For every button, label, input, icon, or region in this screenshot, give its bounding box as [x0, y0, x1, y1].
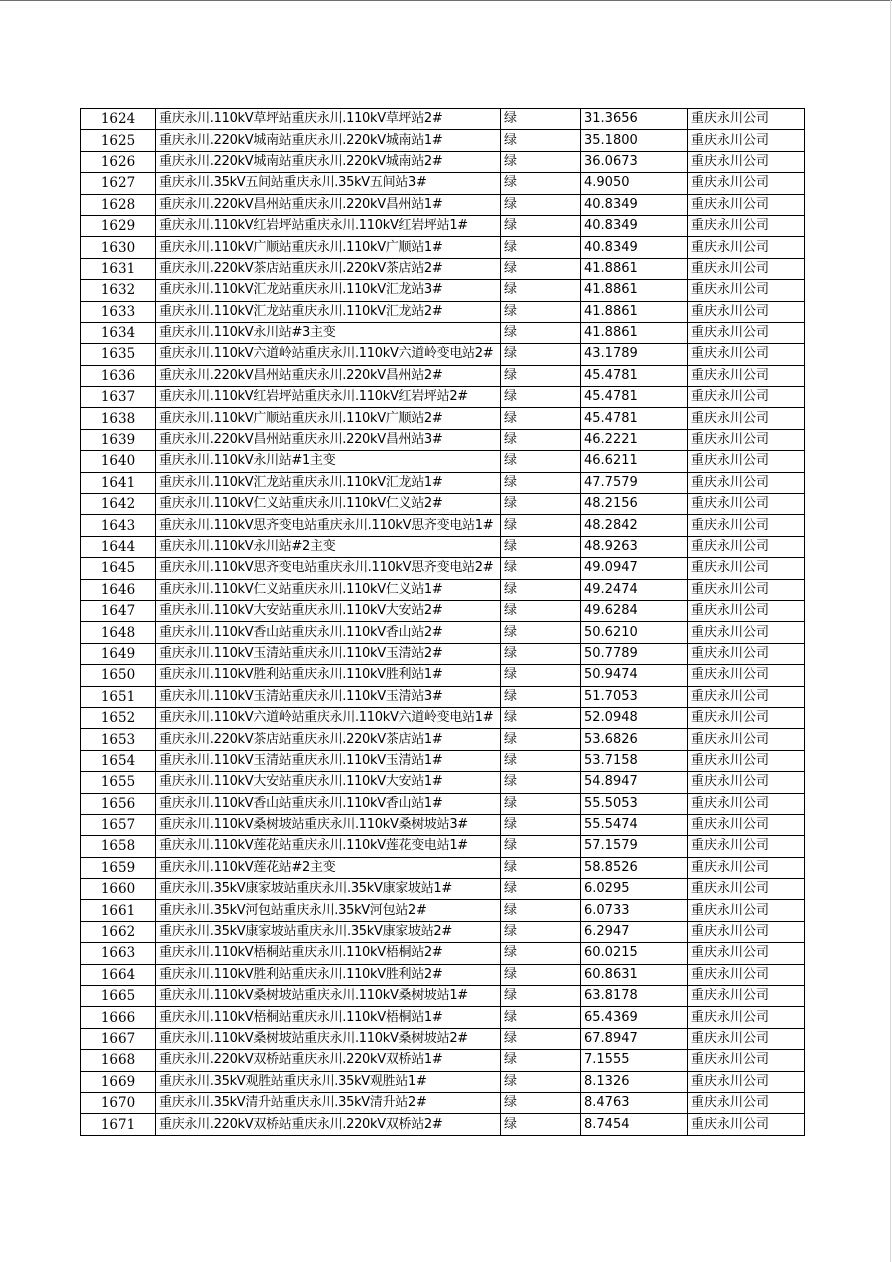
value-cell: 40.8349 — [581, 237, 688, 258]
status-color-cell: 绿 — [501, 387, 581, 408]
page-right-edge — [890, 0, 891, 1262]
status-color-cell: 绿 — [501, 194, 581, 215]
value-cell: 65.4369 — [581, 1007, 688, 1028]
status-color-cell: 绿 — [501, 1007, 581, 1028]
station-name-cell: 重庆永川.110kV红岩坪站重庆永川.110kV红岩坪站2# — [156, 387, 501, 408]
company-cell: 重庆永川公司 — [688, 1007, 805, 1028]
table-row — [81, 258, 805, 279]
status-color-cell: 绿 — [501, 707, 581, 728]
table-row — [81, 665, 805, 686]
table-row — [81, 237, 805, 258]
row-number-cell: 1670 — [81, 1092, 156, 1113]
table-row — [81, 1050, 805, 1071]
status-color-cell: 绿 — [501, 280, 581, 301]
company-cell: 重庆永川公司 — [688, 707, 805, 728]
company-cell: 重庆永川公司 — [688, 173, 805, 194]
row-number-cell: 1662 — [81, 921, 156, 942]
station-name-cell: 重庆永川.110kV大安站重庆永川.110kV大安站2# — [156, 600, 501, 621]
station-name-cell: 重庆永川.110kV玉清站重庆永川.110kV玉清站2# — [156, 643, 501, 664]
station-name-cell: 重庆永川.35kV康家坡站重庆永川.35kV康家坡站2# — [156, 921, 501, 942]
row-number-cell: 1669 — [81, 1071, 156, 1092]
value-cell: 55.5474 — [581, 814, 688, 835]
company-cell: 重庆永川公司 — [688, 472, 805, 493]
row-number-cell: 1650 — [81, 665, 156, 686]
station-name-cell: 重庆永川.110kV莲花站#2主变 — [156, 857, 501, 878]
status-color-cell: 绿 — [501, 1114, 581, 1135]
company-cell: 重庆永川公司 — [688, 814, 805, 835]
table-row — [81, 536, 805, 557]
table-row — [81, 429, 805, 450]
station-name-cell: 重庆永川.110kV桑树坡站重庆永川.110kV桑树坡站3# — [156, 814, 501, 835]
company-cell: 重庆永川公司 — [688, 515, 805, 536]
row-number-cell: 1668 — [81, 1050, 156, 1071]
table-row — [81, 365, 805, 386]
status-color-cell: 绿 — [501, 1050, 581, 1071]
company-cell: 重庆永川公司 — [688, 772, 805, 793]
row-number-cell: 1644 — [81, 536, 156, 557]
station-name-cell: 重庆永川.220kV茶店站重庆永川.220kV茶店站1# — [156, 729, 501, 750]
station-name-cell: 重庆永川.110kV桑树坡站重庆永川.110kV桑树坡站2# — [156, 1028, 501, 1049]
company-cell: 重庆永川公司 — [688, 215, 805, 236]
table-row — [81, 322, 805, 343]
company-cell: 重庆永川公司 — [688, 900, 805, 921]
table-row — [81, 964, 805, 985]
row-number-cell: 1631 — [81, 258, 156, 279]
row-number-cell: 1652 — [81, 707, 156, 728]
company-cell: 重庆永川公司 — [688, 1028, 805, 1049]
company-cell: 重庆永川公司 — [688, 109, 805, 130]
status-color-cell: 绿 — [501, 729, 581, 750]
value-cell: 45.4781 — [581, 387, 688, 408]
row-number-cell: 1649 — [81, 643, 156, 664]
station-name-cell: 重庆永川.220kV城南站重庆永川.220kV城南站2# — [156, 151, 501, 172]
station-name-cell: 重庆永川.110kV胜利站重庆永川.110kV胜利站1# — [156, 665, 501, 686]
station-name-cell: 重庆永川.110kV汇龙站重庆永川.110kV汇龙站3# — [156, 280, 501, 301]
value-cell: 40.8349 — [581, 194, 688, 215]
table-row — [81, 301, 805, 322]
station-name-cell: 重庆永川.220kV昌州站重庆永川.220kV昌州站2# — [156, 365, 501, 386]
company-cell: 重庆永川公司 — [688, 237, 805, 258]
station-name-cell: 重庆永川.110kV梧桐站重庆永川.110kV梧桐站1# — [156, 1007, 501, 1028]
row-number-cell: 1646 — [81, 579, 156, 600]
table-row — [81, 900, 805, 921]
company-cell: 重庆永川公司 — [688, 322, 805, 343]
row-number-cell: 1635 — [81, 344, 156, 365]
company-cell: 重庆永川公司 — [688, 1050, 805, 1071]
row-number-cell: 1638 — [81, 408, 156, 429]
row-number-cell: 1641 — [81, 472, 156, 493]
value-cell: 58.8526 — [581, 857, 688, 878]
station-name-cell: 重庆永川.110kV广顺站重庆永川.110kV广顺站2# — [156, 408, 501, 429]
table-row — [81, 943, 805, 964]
table-row — [81, 215, 805, 236]
value-cell: 67.8947 — [581, 1028, 688, 1049]
table-row — [81, 344, 805, 365]
table-row — [81, 408, 805, 429]
page-top-border — [0, 0, 892, 1]
station-name-cell: 重庆永川.110kV大安站重庆永川.110kV大安站1# — [156, 772, 501, 793]
company-cell: 重庆永川公司 — [688, 622, 805, 643]
table-row — [81, 173, 805, 194]
row-number-cell: 1654 — [81, 750, 156, 771]
table-row — [81, 194, 805, 215]
company-cell: 重庆永川公司 — [688, 836, 805, 857]
row-number-cell: 1628 — [81, 194, 156, 215]
table-row — [81, 109, 805, 130]
status-color-cell: 绿 — [501, 686, 581, 707]
value-cell: 7.1555 — [581, 1050, 688, 1071]
status-color-cell: 绿 — [501, 258, 581, 279]
status-color-cell: 绿 — [501, 1028, 581, 1049]
status-color-cell: 绿 — [501, 643, 581, 664]
row-number-cell: 1657 — [81, 814, 156, 835]
station-name-cell: 重庆永川.110kV永川站#2主变 — [156, 536, 501, 557]
value-cell: 51.7053 — [581, 686, 688, 707]
row-number-cell: 1645 — [81, 558, 156, 579]
value-cell: 31.3656 — [581, 109, 688, 130]
table-row — [81, 793, 805, 814]
value-cell: 48.9263 — [581, 536, 688, 557]
company-cell: 重庆永川公司 — [688, 879, 805, 900]
row-number-cell: 1625 — [81, 130, 156, 151]
status-color-cell: 绿 — [501, 173, 581, 194]
value-cell: 63.8178 — [581, 986, 688, 1007]
status-color-cell: 绿 — [501, 943, 581, 964]
company-cell: 重庆永川公司 — [688, 686, 805, 707]
row-number-cell: 1660 — [81, 879, 156, 900]
company-cell: 重庆永川公司 — [688, 344, 805, 365]
value-cell: 53.6826 — [581, 729, 688, 750]
value-cell: 40.8349 — [581, 215, 688, 236]
row-number-cell: 1629 — [81, 215, 156, 236]
table-row — [81, 814, 805, 835]
station-name-cell: 重庆永川.35kV康家坡站重庆永川.35kV康家坡站1# — [156, 879, 501, 900]
value-cell: 54.8947 — [581, 772, 688, 793]
station-name-cell: 重庆永川.220kV昌州站重庆永川.220kV昌州站3# — [156, 429, 501, 450]
value-cell: 45.4781 — [581, 365, 688, 386]
company-cell: 重庆永川公司 — [688, 1071, 805, 1092]
row-number-cell: 1639 — [81, 429, 156, 450]
value-cell: 46.2221 — [581, 429, 688, 450]
status-color-cell: 绿 — [501, 237, 581, 258]
company-cell: 重庆永川公司 — [688, 665, 805, 686]
value-cell: 60.0215 — [581, 943, 688, 964]
value-cell: 49.2474 — [581, 579, 688, 600]
row-number-cell: 1630 — [81, 237, 156, 258]
status-color-cell: 绿 — [501, 964, 581, 985]
value-cell: 57.1579 — [581, 836, 688, 857]
company-cell: 重庆永川公司 — [688, 280, 805, 301]
company-cell: 重庆永川公司 — [688, 365, 805, 386]
station-name-cell: 重庆永川.110kV胜利站重庆永川.110kV胜利站2# — [156, 964, 501, 985]
station-name-cell: 重庆永川.110kV永川站#3主变 — [156, 322, 501, 343]
row-number-cell: 1671 — [81, 1114, 156, 1135]
status-color-cell: 绿 — [501, 344, 581, 365]
row-number-cell: 1636 — [81, 365, 156, 386]
status-color-cell: 绿 — [501, 536, 581, 557]
station-name-cell: 重庆永川.110kV草坪站重庆永川.110kV草坪站2# — [156, 109, 501, 130]
value-cell: 35.1800 — [581, 130, 688, 151]
station-name-cell: 重庆永川.110kV仁义站重庆永川.110kV仁义站2# — [156, 494, 501, 515]
station-name-cell: 重庆永川.110kV玉清站重庆永川.110kV玉清站3# — [156, 686, 501, 707]
row-number-cell: 1665 — [81, 986, 156, 1007]
data-table — [80, 108, 805, 1136]
station-name-cell: 重庆永川.110kV红岩坪站重庆永川.110kV红岩坪站1# — [156, 215, 501, 236]
value-cell: 52.0948 — [581, 707, 688, 728]
table-row — [81, 558, 805, 579]
table-row — [81, 857, 805, 878]
status-color-cell: 绿 — [501, 472, 581, 493]
row-number-cell: 1634 — [81, 322, 156, 343]
company-cell: 重庆永川公司 — [688, 558, 805, 579]
status-color-cell: 绿 — [501, 900, 581, 921]
status-color-cell: 绿 — [501, 494, 581, 515]
company-cell: 重庆永川公司 — [688, 579, 805, 600]
status-color-cell: 绿 — [501, 1092, 581, 1113]
table-row — [81, 622, 805, 643]
table-row — [81, 772, 805, 793]
row-number-cell: 1663 — [81, 943, 156, 964]
value-cell: 50.6210 — [581, 622, 688, 643]
company-cell: 重庆永川公司 — [688, 151, 805, 172]
value-cell: 36.0673 — [581, 151, 688, 172]
status-color-cell: 绿 — [501, 322, 581, 343]
value-cell: 43.1789 — [581, 344, 688, 365]
station-name-cell: 重庆永川.110kV梧桐站重庆永川.110kV梧桐站2# — [156, 943, 501, 964]
status-color-cell: 绿 — [501, 814, 581, 835]
status-color-cell: 绿 — [501, 857, 581, 878]
company-cell: 重庆永川公司 — [688, 494, 805, 515]
value-cell: 47.7579 — [581, 472, 688, 493]
status-color-cell: 绿 — [501, 750, 581, 771]
value-cell: 50.9474 — [581, 665, 688, 686]
row-number-cell: 1642 — [81, 494, 156, 515]
value-cell: 45.4781 — [581, 408, 688, 429]
company-cell: 重庆永川公司 — [688, 750, 805, 771]
company-cell: 重庆永川公司 — [688, 536, 805, 557]
company-cell: 重庆永川公司 — [688, 793, 805, 814]
table-row — [81, 387, 805, 408]
status-color-cell: 绿 — [501, 622, 581, 643]
status-color-cell: 绿 — [501, 1071, 581, 1092]
station-name-cell: 重庆永川.110kV永川站#1主变 — [156, 451, 501, 472]
row-number-cell: 1653 — [81, 729, 156, 750]
table-row — [81, 1071, 805, 1092]
row-number-cell: 1655 — [81, 772, 156, 793]
station-name-cell: 重庆永川.35kV清升站重庆永川.35kV清升站2# — [156, 1092, 501, 1113]
company-cell: 重庆永川公司 — [688, 258, 805, 279]
table-row — [81, 280, 805, 301]
row-number-cell: 1640 — [81, 451, 156, 472]
row-number-cell: 1647 — [81, 600, 156, 621]
status-color-cell: 绿 — [501, 130, 581, 151]
station-name-cell: 重庆永川.220kV双桥站重庆永川.220kV双桥站2# — [156, 1114, 501, 1135]
status-color-cell: 绿 — [501, 515, 581, 536]
row-number-cell: 1666 — [81, 1007, 156, 1028]
row-number-cell: 1626 — [81, 151, 156, 172]
row-number-cell: 1656 — [81, 793, 156, 814]
value-cell: 55.5053 — [581, 793, 688, 814]
station-name-cell: 重庆永川.110kV玉清站重庆永川.110kV玉清站1# — [156, 750, 501, 771]
station-name-cell: 重庆永川.110kV广顺站重庆永川.110kV广顺站1# — [156, 237, 501, 258]
status-color-cell: 绿 — [501, 600, 581, 621]
value-cell: 41.8861 — [581, 322, 688, 343]
status-color-cell: 绿 — [501, 558, 581, 579]
table-row — [81, 986, 805, 1007]
table-row — [81, 643, 805, 664]
value-cell: 48.2842 — [581, 515, 688, 536]
station-name-cell: 重庆永川.110kV六道岭站重庆永川.110kV六道岭变电站2# — [156, 344, 501, 365]
station-name-cell: 重庆永川.110kV香山站重庆永川.110kV香山站1# — [156, 793, 501, 814]
value-cell: 50.7789 — [581, 643, 688, 664]
status-color-cell: 绿 — [501, 109, 581, 130]
station-name-cell: 重庆永川.110kV仁义站重庆永川.110kV仁义站1# — [156, 579, 501, 600]
station-name-cell: 重庆永川.110kV思齐变电站重庆永川.110kV思齐变电站1# — [156, 515, 501, 536]
table-row — [81, 921, 805, 942]
value-cell: 60.8631 — [581, 964, 688, 985]
status-color-cell: 绿 — [501, 665, 581, 686]
value-cell: 6.0733 — [581, 900, 688, 921]
value-cell: 8.1326 — [581, 1071, 688, 1092]
station-name-cell: 重庆永川.35kV五间站重庆永川.35kV五间站3# — [156, 173, 501, 194]
value-cell: 46.6211 — [581, 451, 688, 472]
table-row — [81, 600, 805, 621]
row-number-cell: 1643 — [81, 515, 156, 536]
company-cell: 重庆永川公司 — [688, 964, 805, 985]
status-color-cell: 绿 — [501, 921, 581, 942]
status-color-cell: 绿 — [501, 408, 581, 429]
status-color-cell: 绿 — [501, 793, 581, 814]
table-row — [81, 686, 805, 707]
company-cell: 重庆永川公司 — [688, 1114, 805, 1135]
station-name-cell: 重庆永川.110kV莲花站重庆永川.110kV莲花变电站1# — [156, 836, 501, 857]
value-cell: 6.2947 — [581, 921, 688, 942]
table-row — [81, 750, 805, 771]
company-cell: 重庆永川公司 — [688, 921, 805, 942]
station-name-cell: 重庆永川.35kV观胜站重庆永川.35kV观胜站1# — [156, 1071, 501, 1092]
status-color-cell: 绿 — [501, 151, 581, 172]
table-row — [81, 151, 805, 172]
company-cell: 重庆永川公司 — [688, 194, 805, 215]
value-cell: 41.8861 — [581, 258, 688, 279]
station-name-cell: 重庆永川.110kV汇龙站重庆永川.110kV汇龙站2# — [156, 301, 501, 322]
row-number-cell: 1627 — [81, 173, 156, 194]
station-name-cell: 重庆永川.35kV河包站重庆永川.35kV河包站2# — [156, 900, 501, 921]
row-number-cell: 1664 — [81, 964, 156, 985]
station-name-cell: 重庆永川.220kV昌州站重庆永川.220kV昌州站1# — [156, 194, 501, 215]
station-name-cell: 重庆永川.220kV茶店站重庆永川.220kV茶店站2# — [156, 258, 501, 279]
table-row — [81, 1114, 805, 1135]
value-cell: 41.8861 — [581, 280, 688, 301]
value-cell: 6.0295 — [581, 879, 688, 900]
row-number-cell: 1648 — [81, 622, 156, 643]
table-row — [81, 515, 805, 536]
status-color-cell: 绿 — [501, 301, 581, 322]
row-number-cell: 1637 — [81, 387, 156, 408]
status-color-cell: 绿 — [501, 836, 581, 857]
row-number-cell: 1624 — [81, 109, 156, 130]
row-number-cell: 1632 — [81, 280, 156, 301]
table-body — [81, 109, 805, 1136]
company-cell: 重庆永川公司 — [688, 943, 805, 964]
table-row — [81, 836, 805, 857]
value-cell: 49.6284 — [581, 600, 688, 621]
table-row — [81, 579, 805, 600]
company-cell: 重庆永川公司 — [688, 130, 805, 151]
row-number-cell: 1667 — [81, 1028, 156, 1049]
company-cell: 重庆永川公司 — [688, 600, 805, 621]
company-cell: 重庆永川公司 — [688, 451, 805, 472]
status-color-cell: 绿 — [501, 429, 581, 450]
value-cell: 53.7158 — [581, 750, 688, 771]
station-name-cell: 重庆永川.220kV城南站重庆永川.220kV城南站1# — [156, 130, 501, 151]
value-cell: 8.7454 — [581, 1114, 688, 1135]
station-name-cell: 重庆永川.220kV双桥站重庆永川.220kV双桥站1# — [156, 1050, 501, 1071]
company-cell: 重庆永川公司 — [688, 408, 805, 429]
company-cell: 重庆永川公司 — [688, 387, 805, 408]
value-cell: 8.4763 — [581, 1092, 688, 1113]
row-number-cell: 1633 — [81, 301, 156, 322]
table-row — [81, 879, 805, 900]
company-cell: 重庆永川公司 — [688, 1092, 805, 1113]
status-color-cell: 绿 — [501, 215, 581, 236]
table-row — [81, 1028, 805, 1049]
status-color-cell: 绿 — [501, 879, 581, 900]
station-name-cell: 重庆永川.110kV桑树坡站重庆永川.110kV桑树坡站1# — [156, 986, 501, 1007]
station-name-cell: 重庆永川.110kV香山站重庆永川.110kV香山站2# — [156, 622, 501, 643]
table-row — [81, 729, 805, 750]
company-cell: 重庆永川公司 — [688, 643, 805, 664]
company-cell: 重庆永川公司 — [688, 429, 805, 450]
row-number-cell: 1658 — [81, 836, 156, 857]
status-color-cell: 绿 — [501, 579, 581, 600]
table-row — [81, 472, 805, 493]
station-name-cell: 重庆永川.110kV思齐变电站重庆永川.110kV思齐变电站2# — [156, 558, 501, 579]
table-row — [81, 130, 805, 151]
status-color-cell: 绿 — [501, 451, 581, 472]
company-cell: 重庆永川公司 — [688, 729, 805, 750]
value-cell: 48.2156 — [581, 494, 688, 515]
row-number-cell: 1661 — [81, 900, 156, 921]
table-row — [81, 1007, 805, 1028]
company-cell: 重庆永川公司 — [688, 857, 805, 878]
table-row — [81, 451, 805, 472]
company-cell: 重庆永川公司 — [688, 986, 805, 1007]
status-color-cell: 绿 — [501, 365, 581, 386]
station-name-cell: 重庆永川.110kV汇龙站重庆永川.110kV汇龙站1# — [156, 472, 501, 493]
table-row — [81, 707, 805, 728]
station-name-cell: 重庆永川.110kV六道岭站重庆永川.110kV六道岭变电站1# — [156, 707, 501, 728]
row-number-cell: 1651 — [81, 686, 156, 707]
company-cell: 重庆永川公司 — [688, 301, 805, 322]
value-cell: 4.9050 — [581, 173, 688, 194]
value-cell: 41.8861 — [581, 301, 688, 322]
table-row — [81, 494, 805, 515]
value-cell: 49.0947 — [581, 558, 688, 579]
table-row — [81, 1092, 805, 1113]
status-color-cell: 绿 — [501, 772, 581, 793]
status-color-cell: 绿 — [501, 986, 581, 1007]
row-number-cell: 1659 — [81, 857, 156, 878]
